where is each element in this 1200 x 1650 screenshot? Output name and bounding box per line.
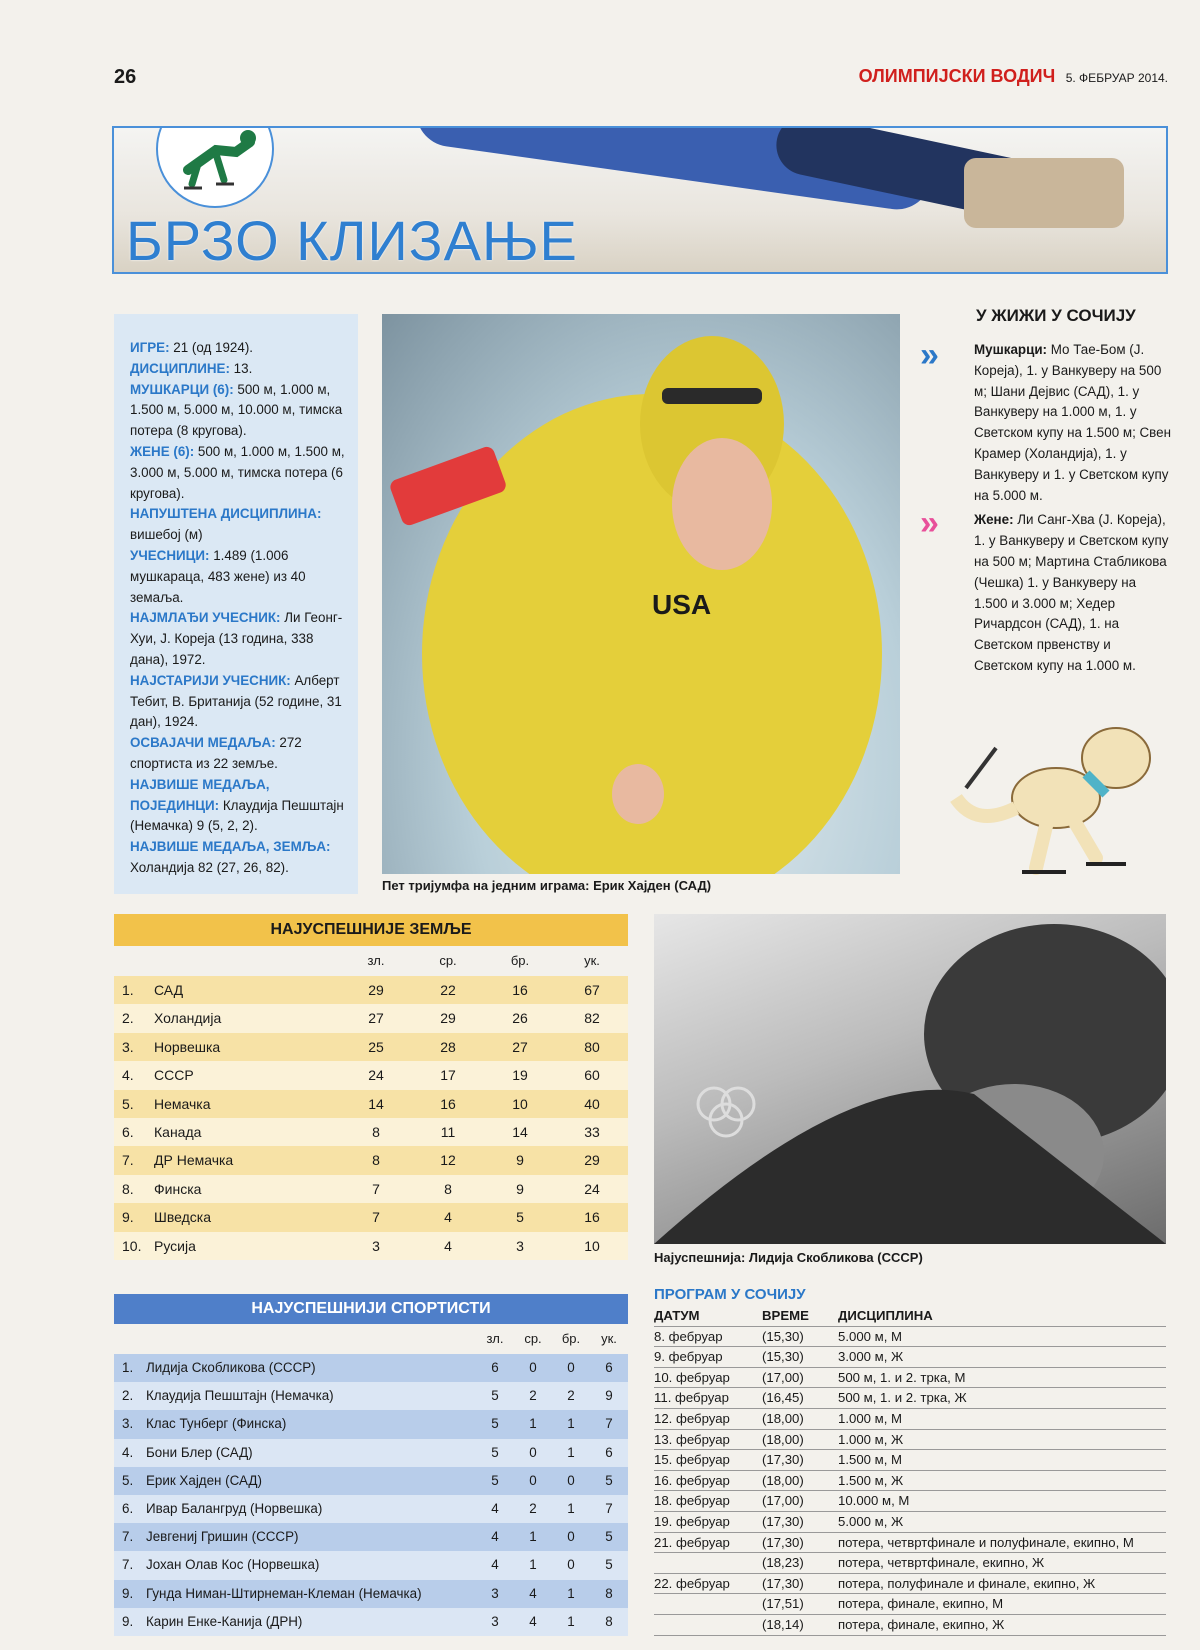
fact-label: ОСВАЈАЧИ МЕДАЉА: bbox=[130, 735, 276, 751]
feature-women-label: Жене: bbox=[974, 512, 1014, 528]
bronze-count: 5 bbox=[516, 1209, 524, 1226]
page-number: 26 bbox=[114, 66, 137, 88]
rank: 7. bbox=[122, 1529, 134, 1545]
event-date: 18. фебруар bbox=[654, 1493, 730, 1509]
table-row bbox=[114, 1608, 628, 1636]
fact-value: Ли Геонг-Хуи, Ј. Кореја (13 година, 338 дана), 1972. bbox=[130, 610, 343, 667]
rank: 2. bbox=[122, 1010, 134, 1027]
country-name: Шведска bbox=[154, 1209, 211, 1226]
bronze-count: 9 bbox=[516, 1152, 524, 1169]
event-time: (18,00) bbox=[762, 1431, 804, 1447]
fact-item bbox=[130, 733, 348, 775]
fact-value: Клаудија Пешштајн (Немачка) 9 (5, 2, 2). bbox=[130, 797, 344, 834]
gold-count: 24 bbox=[368, 1067, 384, 1084]
event-time: (18,00) bbox=[762, 1410, 804, 1426]
fact-item bbox=[130, 546, 348, 608]
event-discipline: 500 м, 1. и 2. трка, М bbox=[838, 1369, 966, 1385]
publication-name: ОЛИМПИЈСКИ ВОДИЧ bbox=[858, 66, 1056, 86]
athlete-name: Клаудија Пешштајн (Немачка) bbox=[146, 1388, 334, 1404]
silver-count: 1 bbox=[529, 1557, 537, 1573]
feature-men-text: Мо Тае-Бом (Ј. Кореја), 1. у Ванкуверу на 500 м; Шани Дејвис (САД), 1. у Ванкуверу на 1.000 м, 1. у Светском купу на 1.500 м; Свен Крамер (Холандија), 1. у Ванкуверу и 1. у Светском купу на 5.000 м. bbox=[974, 342, 1171, 503]
silver-count: 1 bbox=[529, 1416, 537, 1432]
fact-value: 1.489 (1.006 мушкараца, 483 жене) из 40 земаља. bbox=[130, 547, 306, 605]
silver-count: 28 bbox=[440, 1038, 456, 1055]
event-discipline: 3.000 м, Ж bbox=[838, 1349, 904, 1365]
table-row bbox=[654, 1553, 1166, 1574]
table-row bbox=[114, 1495, 628, 1523]
fact-label: ДИСЦИПЛИНЕ: bbox=[130, 360, 230, 376]
feature-men bbox=[974, 340, 1172, 506]
rank: 7. bbox=[122, 1152, 134, 1169]
event-date bbox=[654, 1615, 762, 1635]
total-count: 67 bbox=[584, 982, 600, 998]
gold-count: 3 bbox=[491, 1613, 499, 1629]
program-title: ПРОГРАМ У СОЧИЈУ bbox=[654, 1286, 806, 1303]
silver-count: 11 bbox=[440, 1123, 456, 1140]
total-count: 7 bbox=[605, 1416, 613, 1432]
athletes-table-title: НАЈУСПЕШНИЈИ СПОРТИСТИ bbox=[114, 1294, 628, 1324]
feature-men-label: Мушкарци: bbox=[974, 342, 1048, 357]
table-row bbox=[114, 1382, 628, 1410]
table-row bbox=[654, 1615, 1166, 1636]
total-count: 29 bbox=[584, 1152, 600, 1169]
silver-count: 4 bbox=[444, 1209, 452, 1226]
table-row bbox=[654, 1574, 1166, 1595]
athlete-name: Јохан Олав Кос (Норвешка) bbox=[146, 1557, 320, 1573]
skate-boot-graphic bbox=[964, 158, 1124, 228]
col-discipline: ДИСЦИПЛИНА bbox=[838, 1308, 933, 1323]
table-row bbox=[114, 1551, 628, 1579]
fact-label: НАПУШТЕНА ДИСЦИПЛИНА: bbox=[130, 506, 322, 522]
rank: 7. bbox=[122, 1557, 134, 1573]
event-discipline: потера, финале, екипно, Ж bbox=[838, 1616, 1005, 1632]
fact-label: НАЈСТАРИЈИ УЧЕСНИК: bbox=[130, 672, 291, 688]
section-banner bbox=[112, 126, 1168, 274]
country-name: Норвешка bbox=[154, 1038, 221, 1055]
table-row bbox=[114, 1354, 628, 1382]
bronze-count: 19 bbox=[512, 1067, 528, 1084]
gold-count: 5 bbox=[491, 1388, 499, 1404]
rank: 8. bbox=[122, 1180, 134, 1197]
col-total: ук. bbox=[601, 1331, 617, 1346]
feature-women-text: Ли Санг-Хва (Ј. Кореја), 1. у Ванкуверу и Светском купу на 500 м; Мартина Стабликова (Чешка) 1. у Ванкуверу на 1.500 и 3.000 м; Хедер Ричардсон (САД), 1. на Светском првенству и Светском купу на 1.000 м. bbox=[974, 512, 1169, 673]
bronze-count: 27 bbox=[512, 1038, 528, 1055]
event-date: 19. фебруар bbox=[654, 1513, 730, 1529]
event-time: (17,30) bbox=[762, 1534, 804, 1550]
rank: 5. bbox=[122, 1472, 134, 1488]
total-count: 6 bbox=[605, 1444, 613, 1460]
total-count: 80 bbox=[584, 1038, 600, 1055]
fact-value: 500 м, 1.000 м, 1.500 м, 3.000 м, 5.000 м, тимска потера (6 кругова). bbox=[130, 443, 345, 501]
athlete-name: Карин Енке-Канија (ДРН) bbox=[146, 1613, 303, 1629]
gold-count: 27 bbox=[368, 1010, 384, 1027]
table-row bbox=[654, 1594, 1166, 1615]
silver-count: 0 bbox=[529, 1444, 537, 1460]
event-discipline: 1.500 м, М bbox=[838, 1452, 903, 1468]
rank: 1. bbox=[122, 982, 134, 998]
total-count: 24 bbox=[584, 1180, 600, 1197]
fact-value: 500 м, 1.000 м, 1.500 м, 5.000 м, 10.000 м, тимска потера (8 кругова). bbox=[130, 381, 343, 439]
table-row bbox=[114, 1175, 628, 1203]
bronze-count: 0 bbox=[567, 1472, 575, 1488]
bronze-count: 1 bbox=[567, 1416, 575, 1432]
col-gold: зл. bbox=[486, 1331, 504, 1346]
silver-count: 1 bbox=[529, 1529, 537, 1545]
gold-count: 5 bbox=[491, 1444, 499, 1460]
fact-label: НАЈВИШЕ МЕДАЉА, ПОЈЕДИНЦИ: bbox=[130, 776, 270, 813]
bronze-count: 1 bbox=[567, 1585, 575, 1601]
rank: 4. bbox=[122, 1444, 134, 1460]
countries-table-header bbox=[114, 946, 628, 976]
table-row bbox=[654, 1471, 1166, 1492]
event-discipline: потера, четвртфинале, екипно, Ж bbox=[838, 1555, 1045, 1571]
event-date: 11. фебруар bbox=[654, 1390, 729, 1406]
table-row bbox=[654, 1491, 1166, 1512]
event-date: 9. фебруар bbox=[654, 1349, 723, 1365]
rank: 9. bbox=[122, 1209, 134, 1226]
photo-caption-skoblikova: Најуспешнија: Лидија Скобликова (СССР) bbox=[654, 1250, 923, 1265]
rank: 6. bbox=[122, 1123, 134, 1140]
event-date bbox=[654, 1553, 762, 1573]
event-discipline: 500 м, 1. и 2. трка, Ж bbox=[838, 1390, 967, 1406]
event-discipline: потера, финале, екипно, М bbox=[838, 1596, 1004, 1612]
countries-table-title: НАЈУСПЕШНИЈЕ ЗЕМЉЕ bbox=[114, 914, 628, 946]
country-name: ДР Немачка bbox=[154, 1152, 234, 1169]
table-row bbox=[114, 1580, 628, 1608]
athlete-name: Бони Блер (САД) bbox=[146, 1444, 253, 1460]
fact-value: 21 (од 1924). bbox=[169, 340, 253, 355]
gold-count: 29 bbox=[368, 982, 384, 998]
col-bronze: бр. bbox=[561, 1331, 581, 1346]
countries-table bbox=[114, 914, 628, 1260]
athletes-table bbox=[114, 1294, 628, 1636]
program-table-header bbox=[654, 1306, 1166, 1327]
program-table bbox=[654, 1306, 1166, 1636]
table-row bbox=[114, 1146, 628, 1174]
bronze-count: 9 bbox=[516, 1180, 524, 1197]
rank: 3. bbox=[122, 1416, 134, 1432]
event-date: 15. фебруар bbox=[654, 1452, 730, 1468]
event-discipline: 10.000 м, М bbox=[838, 1493, 910, 1509]
event-date: 10. фебруар bbox=[654, 1369, 730, 1385]
table-row bbox=[114, 1033, 628, 1061]
silver-count: 12 bbox=[440, 1152, 456, 1169]
event-date: 8. фебруар bbox=[654, 1328, 723, 1344]
fact-label: НАЈМЛАЂИ УЧЕСНИК: bbox=[130, 610, 281, 626]
gold-count: 14 bbox=[368, 1095, 384, 1112]
bronze-count: 0 bbox=[567, 1360, 575, 1375]
gold-count: 5 bbox=[491, 1472, 499, 1488]
event-time: (17,30) bbox=[762, 1452, 804, 1468]
table-row bbox=[114, 1232, 628, 1260]
suit-lettering: USA bbox=[652, 589, 712, 620]
table-row bbox=[114, 1061, 628, 1089]
event-date bbox=[654, 1594, 762, 1614]
gold-count: 7 bbox=[372, 1209, 380, 1226]
leopard-mascot-illustration bbox=[936, 708, 1156, 878]
table-row bbox=[114, 1410, 628, 1438]
gold-count: 8 bbox=[372, 1152, 380, 1169]
silver-count: 0 bbox=[529, 1472, 537, 1488]
event-time: (17,00) bbox=[762, 1493, 804, 1509]
event-time: (17,51) bbox=[762, 1596, 804, 1612]
rank: 10. bbox=[122, 1237, 142, 1254]
table-row bbox=[654, 1409, 1166, 1430]
total-count: 8 bbox=[605, 1613, 613, 1629]
fact-label: УЧЕСНИЦИ: bbox=[130, 547, 210, 563]
bronze-count: 1 bbox=[567, 1500, 575, 1516]
fact-item bbox=[130, 359, 348, 380]
fact-item bbox=[130, 442, 348, 504]
table-row bbox=[114, 1090, 628, 1118]
total-count: 60 bbox=[584, 1067, 600, 1084]
gold-count: 4 bbox=[491, 1500, 499, 1516]
athlete-name: Јевгениј Гришин (СССР) bbox=[146, 1529, 299, 1545]
total-count: 9 bbox=[605, 1388, 613, 1404]
fact-value: вишебој (м) bbox=[130, 527, 203, 543]
total-count: 5 bbox=[605, 1557, 613, 1573]
publication-date: 5. ФЕБРУАР 2014. bbox=[1065, 71, 1168, 85]
gold-count: 5 bbox=[491, 1416, 499, 1432]
bronze-count: 16 bbox=[512, 982, 528, 998]
rank: 2. bbox=[122, 1388, 134, 1404]
table-row bbox=[654, 1368, 1166, 1389]
table-row bbox=[654, 1430, 1166, 1451]
event-time: (16,45) bbox=[762, 1390, 804, 1406]
event-discipline: 1.000 м, М bbox=[838, 1410, 903, 1426]
total-count: 33 bbox=[584, 1123, 600, 1140]
col-gold: зл. bbox=[367, 953, 385, 968]
col-silver: ср. bbox=[439, 953, 457, 968]
total-count: 40 bbox=[584, 1095, 600, 1112]
col-total: ук. bbox=[584, 953, 600, 968]
fact-value: Холандија 82 (27, 26, 82). bbox=[130, 859, 289, 875]
total-count: 10 bbox=[584, 1237, 600, 1254]
rank: 5. bbox=[122, 1095, 134, 1112]
event-time: (18,23) bbox=[762, 1555, 804, 1571]
silver-count: 8 bbox=[444, 1180, 452, 1197]
silver-count: 2 bbox=[529, 1500, 537, 1516]
gold-count: 4 bbox=[491, 1529, 499, 1545]
event-time: (17,30) bbox=[762, 1575, 804, 1591]
col-date: ДАТУМ bbox=[654, 1308, 700, 1323]
athlete-name: Ерик Хајден (САД) bbox=[146, 1472, 262, 1488]
bronze-count: 2 bbox=[567, 1388, 575, 1404]
table-row bbox=[654, 1533, 1166, 1554]
silver-count: 17 bbox=[440, 1067, 456, 1084]
photo-caption-heiden: Пет тријумфа на једним играма: Ерик Хајден (САД) bbox=[382, 878, 712, 893]
rank: 9. bbox=[122, 1613, 134, 1629]
table-row bbox=[654, 1327, 1166, 1348]
fact-item bbox=[130, 380, 348, 442]
table-row bbox=[114, 1439, 628, 1467]
feature-women bbox=[974, 510, 1172, 676]
total-count: 8 bbox=[605, 1585, 613, 1601]
table-row bbox=[114, 1118, 628, 1146]
col-bronze: бр. bbox=[510, 953, 530, 968]
facts-box bbox=[114, 314, 358, 894]
bronze-count: 10 bbox=[512, 1095, 528, 1112]
total-count: 5 bbox=[605, 1472, 613, 1488]
bronze-count: 1 bbox=[567, 1444, 575, 1460]
speed-skating-icon bbox=[156, 126, 274, 208]
silver-count: 0 bbox=[529, 1360, 537, 1375]
total-count: 82 bbox=[584, 1010, 600, 1027]
country-name: Канада bbox=[154, 1123, 202, 1140]
fact-label: ИГРЕ: bbox=[130, 340, 170, 355]
rank: 4. bbox=[122, 1067, 134, 1084]
bronze-count: 26 bbox=[512, 1010, 528, 1027]
gold-count: 6 bbox=[491, 1360, 499, 1375]
table-row bbox=[654, 1512, 1166, 1533]
event-discipline: потера, полуфинале и финале, екипно, Ж bbox=[838, 1575, 1096, 1591]
silver-count: 4 bbox=[529, 1585, 537, 1601]
fact-item bbox=[130, 338, 348, 359]
bronze-count: 1 bbox=[567, 1613, 575, 1629]
section-title: БРЗО КЛИЗАЊЕ bbox=[126, 209, 578, 272]
chevron-right-icon: » bbox=[920, 336, 939, 374]
rank: 3. bbox=[122, 1038, 134, 1055]
fact-item bbox=[130, 837, 348, 879]
total-count: 16 bbox=[584, 1209, 600, 1226]
table-row bbox=[654, 1450, 1166, 1471]
event-discipline: 1.500 м, Ж bbox=[838, 1472, 904, 1488]
event-time: (15,30) bbox=[762, 1349, 804, 1365]
athlete-name: Лидија Скобликова (СССР) bbox=[146, 1360, 316, 1375]
fact-label: НАЈВИШЕ МЕДАЉА, ЗЕМЉА: bbox=[130, 839, 331, 855]
silver-count: 16 bbox=[440, 1095, 456, 1112]
table-row bbox=[114, 1203, 628, 1231]
table-row bbox=[114, 976, 628, 1004]
gold-count: 3 bbox=[491, 1585, 499, 1601]
gold-count: 8 bbox=[372, 1123, 380, 1140]
country-name: Немачка bbox=[154, 1095, 211, 1112]
fact-item bbox=[130, 608, 348, 670]
gold-count: 7 bbox=[372, 1180, 380, 1197]
event-date: 22. фебруар bbox=[654, 1575, 730, 1591]
table-row bbox=[654, 1388, 1166, 1409]
bronze-count: 0 bbox=[567, 1529, 575, 1545]
country-name: Холандија bbox=[154, 1010, 222, 1027]
publication-header bbox=[859, 66, 1168, 87]
total-count: 5 bbox=[605, 1529, 613, 1545]
total-count: 6 bbox=[605, 1360, 613, 1375]
bronze-count: 14 bbox=[512, 1123, 528, 1140]
fact-value: 13. bbox=[229, 360, 253, 376]
feature-title: У ЖИЖИ У СОЧИЈУ bbox=[976, 306, 1136, 325]
silver-count: 22 bbox=[440, 982, 456, 998]
silver-count: 4 bbox=[444, 1237, 452, 1254]
event-time: (17,00) bbox=[762, 1369, 804, 1385]
event-date: 16. фебруар bbox=[654, 1472, 730, 1488]
col-time: ВРЕМЕ bbox=[762, 1308, 809, 1323]
table-row bbox=[114, 1467, 628, 1495]
event-time: (15,30) bbox=[762, 1328, 804, 1344]
bronze-count: 0 bbox=[567, 1557, 575, 1573]
event-discipline: 5.000 м, Ж bbox=[838, 1513, 904, 1529]
fact-item bbox=[130, 671, 348, 733]
event-discipline: 5.000 м, М bbox=[838, 1328, 903, 1344]
photo-lidia-skoblikova bbox=[654, 914, 1166, 1244]
total-count: 7 bbox=[605, 1500, 613, 1516]
bronze-count: 3 bbox=[516, 1237, 524, 1254]
table-row bbox=[654, 1347, 1166, 1368]
rank: 6. bbox=[122, 1500, 134, 1516]
fact-value: 272 спортиста из 22 земље. bbox=[130, 735, 302, 771]
country-name: САД bbox=[154, 982, 184, 998]
gold-count: 4 bbox=[491, 1557, 499, 1573]
event-time: (17,30) bbox=[762, 1513, 804, 1529]
silver-count: 2 bbox=[529, 1388, 537, 1404]
fact-label: ЖЕНЕ (6): bbox=[130, 443, 195, 459]
table-row bbox=[114, 1004, 628, 1032]
athlete-name: Гунда Ниман-Штирнеман-Клеман (Немачка) bbox=[146, 1585, 422, 1601]
event-date: 13. фебруар bbox=[654, 1431, 730, 1447]
silver-count: 29 bbox=[440, 1010, 456, 1027]
country-name: Финска bbox=[154, 1180, 202, 1197]
chevron-right-icon: » bbox=[920, 504, 939, 542]
athlete-name: Ивар Балангруд (Норвешка) bbox=[146, 1500, 323, 1516]
table-row bbox=[114, 1523, 628, 1551]
col-silver: ср. bbox=[524, 1331, 542, 1346]
athletes-table-header bbox=[114, 1324, 628, 1354]
event-time: (18,00) bbox=[762, 1472, 804, 1488]
event-time: (18,14) bbox=[762, 1616, 804, 1632]
country-name: СССР bbox=[154, 1067, 194, 1084]
fact-item bbox=[130, 775, 348, 837]
feature-body bbox=[974, 340, 1172, 677]
rank: 9. bbox=[122, 1585, 134, 1601]
fact-label: МУШКАРЦИ (6): bbox=[130, 381, 234, 397]
fact-item bbox=[130, 504, 348, 546]
gold-count: 3 bbox=[372, 1237, 380, 1254]
rank: 1. bbox=[122, 1360, 134, 1375]
event-date: 21. фебруар bbox=[654, 1534, 730, 1550]
event-discipline: 1.000 м, Ж bbox=[838, 1431, 904, 1447]
event-date: 12. фебруар bbox=[654, 1410, 730, 1426]
country-name: Русија bbox=[154, 1237, 196, 1254]
athlete-name: Клас Тунберг (Финска) bbox=[146, 1416, 287, 1432]
silver-count: 4 bbox=[529, 1613, 537, 1629]
gold-count: 25 bbox=[368, 1038, 384, 1055]
event-discipline: потера, четвртфинале и полуфинале, екипно, М bbox=[838, 1534, 1134, 1550]
fact-value: Алберт Тебит, В. Британија (52 године, 31 дан), 1924. bbox=[130, 672, 342, 730]
photo-eric-heiden bbox=[382, 314, 900, 874]
